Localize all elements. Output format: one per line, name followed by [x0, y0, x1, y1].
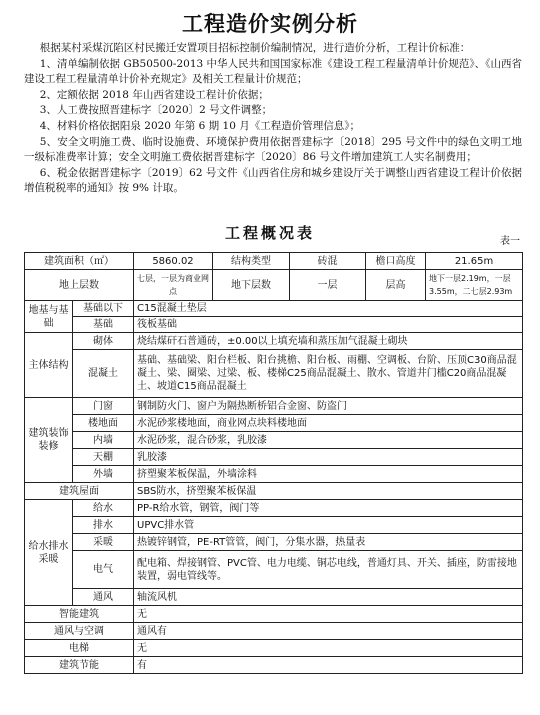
intro-paragraph: 根据某村采煤沉陷区村民搬迁安置项目招标控制价编制情况，进行造价分析，工程计价标准： [39, 42, 471, 54]
energy-saving-value: 有 [134, 657, 523, 674]
table-row [25, 517, 523, 534]
intro-paragraph: 3、人工费按照晋建标字〔2020〕2 号文件调整； [39, 104, 273, 117]
page-title: 工程造价实例分析 [182, 11, 358, 36]
intro-paragraph: 2、定额依据 2018 年山西省建设工程计价依据； [39, 88, 269, 101]
item-value: 筏板基础 [134, 317, 523, 333]
intro-paragraph: 5、安全文明施工费、临时设施费、环境保护费用依据晋建标字〔2018〕295 号文件中的绿色文明工地一级标准费率计算；安全文明施工费依据晋建标字〔2020〕86 号文件增加建筑工人实名制费用； [24, 135, 522, 164]
table-row [25, 589, 523, 606]
item-label: 采暖 [73, 534, 134, 551]
intro-paragraph: 1、清单编制依据 GB50500-2013 中华人民共和国国家标准《建设工程工程量清单计价规范》、《山西省建设工程工程量清单计价补充规定》及相关工程量计价规范； [24, 57, 522, 86]
table-row [25, 640, 523, 657]
table-row [25, 270, 523, 301]
decoration-category: 建筑装饰装修 [25, 398, 73, 483]
ventilation-ac-label: 通风与空调 [25, 623, 134, 640]
eave-label: 檐口高度 [366, 253, 426, 270]
table-number: 表一 [500, 236, 520, 247]
intro-paragraph: 4、材料价格依据阳泉 2020 年第 6 期 10 月《工程造价管理信息》； [39, 119, 360, 132]
intro-text [24, 41, 522, 197]
item-label: 内墙 [73, 432, 134, 449]
item-label: 砌体 [73, 333, 134, 350]
item-label: 基础 [73, 317, 134, 333]
below-floors-label: 地下层数 [213, 270, 290, 301]
overview-table [24, 252, 523, 674]
area-value: 5860.02 [134, 253, 213, 270]
table-row [25, 606, 523, 623]
table-row [25, 534, 523, 551]
below-floors-value: 一层 [290, 270, 366, 301]
structure-label: 结构类型 [213, 253, 290, 270]
table-row [25, 657, 523, 674]
intro-paragraph: 6、税金依据晋建标字〔2019〕62 号文件《山西省住房和城乡建设厅关于调整山西省建设工程计价依据增值税税率的通知》按 9% 计取。 [24, 166, 522, 195]
table-row [25, 500, 523, 517]
item-value: 钢制防火门、窗户为隔热断桥铝合金窗、防盗门 [134, 398, 523, 415]
elevator-value: 无 [134, 640, 523, 657]
item-label: 排水 [73, 517, 134, 534]
area-label: 建筑面积（㎡） [25, 253, 134, 270]
table-row [25, 432, 523, 449]
floor-height-value: 地下一层2.19m，一层3.55m，二七层2.93m [426, 270, 523, 301]
item-label: 门窗 [73, 398, 134, 415]
item-label: 电气 [73, 551, 134, 589]
foundation-category: 地基与基础 [25, 301, 73, 333]
item-value: 水泥砂浆楼地面，商业网点块料楼地面 [134, 415, 523, 432]
structure-value: 砖混 [290, 253, 366, 270]
table-row [25, 551, 523, 589]
item-value: 烧结煤矸石普通砖，±0.00以上填充墙和蒸压加气混凝土砌块 [134, 333, 523, 350]
main-structure-category: 主体结构 [25, 333, 73, 398]
smart-building-value: 无 [134, 606, 523, 623]
item-label: 外墙 [73, 466, 134, 483]
item-label: 通风 [73, 589, 134, 606]
table-row [25, 317, 523, 333]
table-row [25, 466, 523, 483]
roof-label: 建筑屋面 [25, 483, 134, 500]
table-row [25, 623, 523, 640]
water-heating-category: 给水排水采暖 [25, 500, 73, 606]
item-value: 乳胶漆 [134, 449, 523, 466]
elevator-label: 电梯 [25, 640, 134, 657]
table-row [25, 253, 523, 270]
item-value: UPVC排水管 [134, 517, 523, 534]
above-floors-label: 地上层数 [25, 270, 134, 301]
item-label: 给水 [73, 500, 134, 517]
energy-saving-label: 建筑节能 [25, 657, 134, 674]
item-value: PP-R给水管，钢管，阀门等 [134, 500, 523, 517]
item-label: 混凝土 [73, 350, 134, 398]
table-row [25, 483, 523, 500]
table-row [25, 350, 523, 398]
item-value: 水泥砂浆，混合砂浆，乳胶漆 [134, 432, 523, 449]
item-label: 天棚 [73, 449, 134, 466]
item-value: C15混凝土垫层 [134, 301, 523, 317]
ventilation-ac-value: 通风有 [134, 623, 523, 640]
table-row [25, 398, 523, 415]
eave-value: 21.65m [426, 253, 523, 270]
overview-title: 工程概况表 [224, 224, 315, 242]
floor-height-label: 层高 [366, 270, 426, 301]
item-label: 楼地面 [73, 415, 134, 432]
item-value: 热镀锌钢管，PE-RT管管，阀门，分集水器，热量表 [134, 534, 523, 551]
above-floors-value: 七层，一层为商业网点 [134, 270, 213, 301]
table-row [25, 449, 523, 466]
roof-value: SBS防水，挤塑聚苯板保温 [134, 483, 523, 500]
smart-building-label: 智能建筑 [25, 606, 134, 623]
item-value: 基础、基础梁、阳台栏板、阳台挑檐、阳台板、雨棚、空调板、台阶、压顶C30商品混凝土、梁、圈梁、过梁、板、楼梯C25商品混凝土、散水、管道井门槛C20商品混凝土、坡道C15商品混凝土 [134, 350, 523, 398]
item-label: 基础以下 [73, 301, 134, 317]
item-value: 配电箱、焊接钢管、PVC管、电力电缆、铜芯电线，普通灯具、开关、插座，防雷接地装置，弱电管线等。 [134, 551, 523, 589]
table-row [25, 415, 523, 432]
table-row [25, 301, 523, 317]
item-value: 轴流风机 [134, 589, 523, 606]
item-value: 挤塑聚苯板保温，外墙涂料 [134, 466, 523, 483]
table-row [25, 333, 523, 350]
